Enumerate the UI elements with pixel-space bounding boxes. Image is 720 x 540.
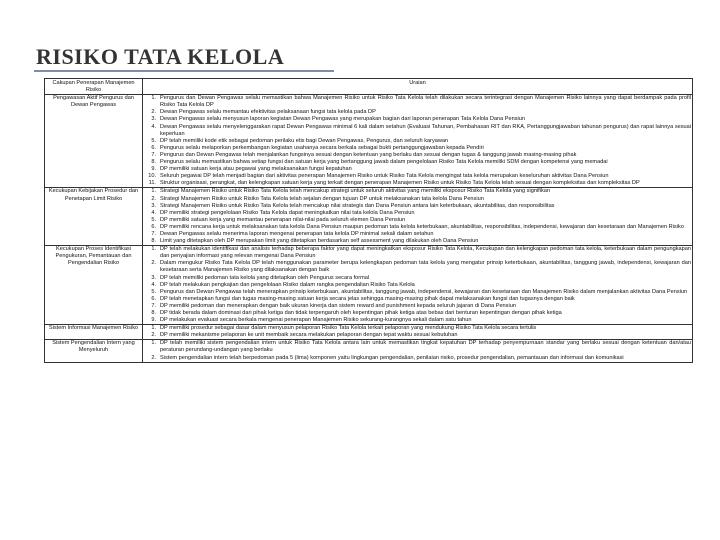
list-item (144, 180, 691, 187)
item-number: 8. (151, 159, 156, 166)
item-text: Strategi Manajemen Risiko untuk Risiko Tata Kelola telah mencakup strategi untuk seluruh aktivitas yang memiliki eksposur Risiko Tata Kelola yang signifikan (160, 188, 550, 195)
item-text: Sistem pengendalian intern telah berpedoman pada 5 (lima) komponen yaitu lingkungan pengendalian, penilaian risiko, prosedur pengendalian, pemantauan dan informasi dan komunikasi (160, 354, 624, 361)
risk-governance-table (44, 78, 693, 363)
item-number: 5. (151, 137, 156, 144)
item-number: 2. (151, 195, 156, 202)
list-item (144, 145, 691, 152)
item-number: 9. (151, 166, 156, 173)
list-item (144, 124, 691, 138)
item-number: 6. (151, 223, 156, 230)
list-item (144, 217, 691, 224)
item-text: Struktur organisasi, perangkat, dan kelengkapan satuan kerja yang terkait dengan penerapan Manajemen Risiko untuk Risiko Tata Kelola telah sesuai dengan kompleksitas dan kompleksitas DP (160, 180, 640, 187)
item-number: 1. (151, 95, 156, 102)
list-item (144, 210, 691, 217)
list-item (144, 138, 691, 145)
item-text: DP telah memiliki pedoman tata kelola yang ditetapkan oleh Pengurus secara formal (160, 274, 370, 281)
list-item (144, 152, 691, 159)
row-description (143, 95, 693, 188)
item-number: 3. (151, 116, 156, 123)
row-description (143, 188, 693, 246)
table-row (45, 95, 693, 188)
list-item (144, 332, 691, 339)
item-text: Seluruh pegawai DP telah menjadi bagian dari aktivitas penerapan Manajemen Risiko untuk Risiko Tata Kelola mengingat tata kelola merupakan keseluruhan aktivitas Dana Pensiun (160, 173, 609, 180)
list-item (144, 203, 691, 210)
slide-title: RISIKO TATA KELOLA (36, 44, 285, 69)
column-header-scope: Cakupan Penerapan Manajemen Risiko (45, 79, 143, 95)
list-item (144, 116, 691, 123)
list-item (144, 188, 691, 195)
item-text: Dewan Pengawas selalu memantau efektivitas pelaksanaan fungsi tata kelola pada DP (160, 109, 376, 116)
item-text: Pengurus dan Dewan Pengawas telah menjalankan fungsinya sesuai dengan ketentuan yang berlaku dan sesuai dengan tugas & tanggung jawab masing-masing pihak (160, 151, 577, 158)
list-item (144, 260, 691, 274)
list-item (144, 159, 691, 166)
list-item (144, 95, 691, 109)
item-text: Pengurus dan Dewan Pengawas selalu memastikan bahwa Manajemen Risiko untuk Risiko Tata Kelola telah dilakukan secara terintegrasi dengan Manajemen Risiko lainnya yang dapat berdampak pada profil Risiko Tata Kelola DP (160, 95, 691, 109)
table-row (45, 340, 693, 362)
list-item (144, 196, 691, 203)
list-item (144, 340, 691, 354)
list-item (144, 231, 691, 238)
row-category: Kecukupan Proses Identifikasi Pengukuran, Pemantauan dan Pengendalian Risiko (45, 246, 143, 325)
item-text: Strategi Manajemen Risiko untuk Risiko Tata Kelola telah sejalan dengan tujuan DP untuk melaksanakan tata kelola Dana Pensiun (160, 195, 484, 202)
item-number: 5. (151, 216, 156, 223)
item-number: 1. (151, 340, 156, 347)
table-header-row (45, 79, 693, 95)
item-number: 7. (151, 302, 156, 309)
item-text: Pengurus dan Dewan Pengawas telah menerapkan prinsip keterbukaan, akuntabilitas, tanggung jawab, independensi, kewajaran dan kesetaraan dan Manajemen Risiko dalam menjalankan aktivitas Dana Pensiun (160, 288, 688, 295)
item-number: 1. (151, 188, 156, 195)
list-item (144, 275, 691, 282)
list-item (144, 238, 691, 245)
list-item (144, 325, 691, 332)
item-text: DP telah memiliki kode etik sebagai pedoman perilaku etis bagi Dewan Pengawas, Pengurus, dan seluruh karyawan (160, 137, 449, 144)
item-number: 10. (148, 173, 156, 180)
item-text: Pengurus selalu memastikan bahwa setiap fungsi dan satuan kerja yang bertanggung jawab dalam pengelolaan Risiko Tata Kelola memiliki SDM dengan kompetensi yang memadai (160, 159, 608, 166)
item-text: DP memiliki mekanisme pelaporan ke unit membaik secara melakukan pelaporan dengan tepat waktu sesuai kebutuhan (160, 332, 458, 339)
list-item (144, 296, 691, 303)
item-text: DP melakukan evaluasi secara berkala mengenai penerapan Manajemen Risiko sekurang-kurangnya sekali dalam satu tahun (160, 317, 472, 324)
list-item (144, 282, 691, 289)
list-item (144, 109, 691, 116)
item-text: DP memiliki pedoman dan menerapkan dengan baik ukuran kinerja dan sistem reward and punishment kepada seluruh jajaran di Dana Pensiun (160, 302, 516, 309)
row-category: Sistem Informasi Manajemen Risiko (45, 325, 143, 340)
item-text: DP telah memiliki sistem pengendalian intern untuk Risiko Tata Kelola antara lain untuk memastikan tingkat kepatuhan DP terhadap penyempurnaan standar yang berlaku sesuai dengan ketentuan dan/atau peraturan perundang-undangan yang berlaku (160, 340, 691, 354)
item-text: Strategi Manajemen Risiko untuk Risiko Tata Kelola telah mencakup nilai strategis dan Dana Pensiun antara lain keterbukaan, akuntabilitas, dan responsibilitas (160, 202, 555, 209)
list-item (144, 246, 691, 260)
item-number: 4. (151, 209, 156, 216)
item-number: 5. (151, 288, 156, 295)
item-number: 2. (151, 109, 156, 116)
item-number: 6. (151, 144, 156, 151)
item-number: 1. (151, 246, 156, 253)
list-item (144, 317, 691, 324)
item-number: 6. (151, 295, 156, 302)
table-row (45, 188, 693, 246)
item-text: DP tidak berada dalam dominasi dari pihak ketiga dan tidak terpengaruh oleh kepentingan pihak ketiga atas bebas dari benturan kepentingan dengan pihak ketiga (160, 310, 562, 316)
table-row (45, 246, 693, 325)
item-number: 8. (151, 310, 156, 316)
item-number: 3. (151, 274, 156, 281)
row-description (143, 325, 693, 340)
item-number: 1. (151, 325, 156, 332)
item-text: DP telah menetapkan fungsi dan tugas masing-masing satuan kerja secara jelas sehingga masing-masing pihak dapat melaksanakan fungsi dan tugasnya dengan baik (160, 295, 575, 302)
list-item (144, 166, 691, 173)
item-number: 7. (151, 230, 156, 237)
item-text: Pengurus selalu melaporkan perkembangan kegiatan usahanya secara berkala sebagai bukti pertanggungjawaban kepada Pendiri (160, 144, 484, 151)
list-item (144, 355, 691, 362)
item-text: DP telah melakukan identifikasi dan analisis terhadap beberapa faktor yang dapat meningkatkan eksposur Risiko Tata Kelola, Kecukupan dan kelengkapan pedoman tata kelola, keterbukaan dalam pengungkapan dan penyajian informasi yang relevan mengenai Dana Pensiun (160, 246, 691, 260)
item-number: 3. (151, 202, 156, 209)
item-text: DP memiliki strategi pengelolaan Risiko Tata Kelola dapat meningkatkan nilai tata kelola Dana Pensiun (160, 209, 415, 216)
item-number: 9. (151, 317, 156, 324)
item-text: DP memiliki satuan kerja atau pegawai yang melaksanakan fungsi kepatuhan (160, 166, 352, 173)
list-item (144, 173, 691, 180)
row-category: Sistem Pengendalian Intern yang Menyeluruh (45, 340, 143, 362)
item-number: 4. (151, 123, 156, 130)
list-item (144, 224, 691, 231)
item-text: DP telah melakukan pengkajian dan pengelolaan Risiko dalam rangka pengendalian Risiko Tata Kelola (160, 281, 415, 288)
item-number: 7. (151, 151, 156, 158)
item-text: Dalam mengukur Risiko Tata Kelola DP telah menggunakan parameter berupa kelengkapan pedoman tata kelola yang mengatur prinsip keterbukaan, akuntabilitas, tanggung jawab, independensi, kewajaran dan kesetaraan serta Manajemen Risiko yang dilaksanakan dengan baik (160, 260, 691, 274)
item-number: 11. (148, 180, 156, 187)
column-header-description: Uraian (143, 79, 693, 95)
item-number: 2. (151, 332, 156, 339)
row-category: Pengawasan Aktif Pengurus dan Dewan Pengawas (45, 95, 143, 188)
row-category: Kecukupan Kebijakan Prosedur dan Penetapan Limit Risiko (45, 188, 143, 246)
item-number: 8. (151, 238, 156, 245)
item-text: DP memiliki satuan kerja yang memantau penerapan nilai-nilai pada seluruh elemen Dana Pensiun (160, 216, 406, 223)
item-text: Dewan Pengawas selalu menerima laporan mengenai penerapan tata kelola DP minimal sekali dalam setahun (160, 230, 434, 237)
table-body (45, 95, 693, 362)
item-text: DP memiliki rencana kerja untuk melaksanakan tata kelola Dana Pensiun maupun pedoman tata kelola keterbukaan, akuntabilitas, responsibilitas, independensi, kewajaran dan kesetaraan dan Manajemen Risiko (160, 223, 684, 230)
item-text: DP memiliki prosedur sebagai dasar dalam menyusun pelaporan Risiko Tata Kelola terkait pelaporan yang mendukung Risiko Tata Kelola secara tertulis (160, 325, 537, 332)
title-underline (34, 70, 334, 72)
item-text: Dewan Pengawas selalu menyelenggarakan rapat Dewan Pengawas minimal 6 kali dalam setahun (Evaluasi Tahunan, Pembahasan RIT dan RKA, Pertanggungjawaban tahunan pengurus) dan rapat lainnya sesuai keperluan (160, 123, 691, 137)
item-text: Limit yang ditetapkan oleh DP merupakan limit yang ditetapkan berdasarkan self assessment yang dilakukan oleh Dana Pensiun (160, 238, 479, 245)
list-item (144, 289, 691, 296)
item-number: 4. (151, 281, 156, 288)
list-item (144, 303, 691, 310)
row-description (143, 246, 693, 325)
row-description (143, 340, 693, 362)
item-number: 2. (151, 354, 156, 361)
item-number: 2. (151, 260, 156, 267)
table-row (45, 325, 693, 340)
list-item (144, 310, 691, 317)
item-text: Dewan Pengawas selalu menyusun laporan kegiatan Dewan Pengawas yang merupakan bagian dari laporan penerapan Tata Kelola Dana Pensiun (160, 116, 525, 123)
